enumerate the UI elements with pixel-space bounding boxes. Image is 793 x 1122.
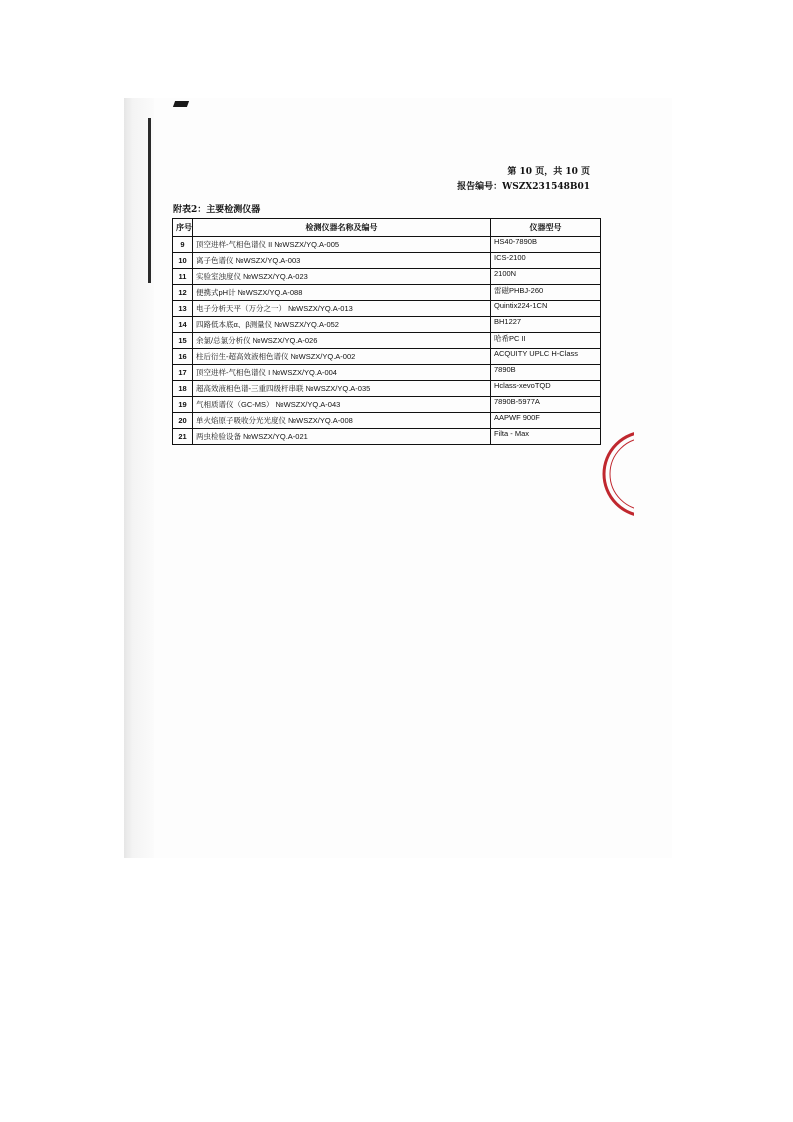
table-row	[173, 269, 601, 285]
table-row	[173, 413, 601, 429]
instrument-model: ACQUITY UPLC H-Class	[491, 349, 601, 365]
row-number: 14	[173, 317, 193, 333]
row-number: 12	[173, 285, 193, 301]
instrument-model: Quintix224-1CN	[491, 301, 601, 317]
table-row	[173, 317, 601, 333]
instrument-name: 单火焰原子吸收分光光度仪 №WSZX/YQ.A-008	[193, 413, 491, 429]
instrument-model: Hclass-xevoTQD	[491, 381, 601, 397]
instrument-name: 电子分析天平（万分之一） №WSZX/YQ.A-013	[193, 301, 491, 317]
row-number: 19	[173, 397, 193, 413]
instrument-name: 四路低本底α、β测量仪 №WSZX/YQ.A-052	[193, 317, 491, 333]
row-number: 20	[173, 413, 193, 429]
table-row	[173, 429, 601, 445]
row-number: 18	[173, 381, 193, 397]
table-row	[173, 349, 601, 365]
instrument-model: AAPWF 900F	[491, 413, 601, 429]
instrument-name: 气相质谱仪（GC-MS） №WSZX/YQ.A-043	[193, 397, 491, 413]
instrument-name: 顶空进样-气相色谱仪 II №WSZX/YQ.A-005	[193, 237, 491, 253]
table-row	[173, 253, 601, 269]
instrument-name: 顶空进样-气相色谱仪 I №WSZX/YQ.A-004	[193, 365, 491, 381]
table-row	[173, 381, 601, 397]
instrument-model: 7890B-5977A	[491, 397, 601, 413]
official-stamp	[600, 428, 634, 520]
row-number: 13	[173, 301, 193, 317]
instrument-name: 超高效液相色谱-三重四级杆串联 №WSZX/YQ.A-035	[193, 381, 491, 397]
table-title: 附表2：主要检测仪器	[173, 205, 261, 215]
instrument-model: 2100N	[491, 269, 601, 285]
row-number: 17	[173, 365, 193, 381]
row-number: 21	[173, 429, 193, 445]
column-header-no: 序号	[173, 219, 193, 237]
instrument-name: 实验室浊度仪 №WSZX/YQ.A-023	[193, 269, 491, 285]
table-row	[173, 397, 601, 413]
instrument-name: 两虫检验设备 №WSZX/YQ.A-021	[193, 429, 491, 445]
instrument-model: 哈希PC II	[491, 333, 601, 349]
instrument-model: Filta - Max	[491, 429, 601, 445]
instrument-model: 雷磁PHBJ-260	[491, 285, 601, 301]
row-number: 11	[173, 269, 193, 285]
page-number: 第 10 页，共 10 页	[507, 167, 590, 177]
instrument-model: 7890B	[491, 365, 601, 381]
instrument-name: 余氯/总氯分析仪 №WSZX/YQ.A-026	[193, 333, 491, 349]
table-row	[173, 333, 601, 349]
instrument-model: ICS-2100	[491, 253, 601, 269]
instrument-table	[172, 218, 601, 445]
row-number: 10	[173, 253, 193, 269]
report-number: 报告编号：WSZX231548B01	[457, 182, 590, 192]
row-number: 9	[173, 237, 193, 253]
instrument-model: HS40-7890B	[491, 237, 601, 253]
staple-mark	[173, 101, 189, 107]
table-row	[173, 365, 601, 381]
binding-edge-line	[148, 118, 151, 283]
column-header-model: 仪器型号	[491, 219, 601, 237]
table-row	[173, 237, 601, 253]
instrument-name: 离子色谱仪 №WSZX/YQ.A-003	[193, 253, 491, 269]
table-header-row	[173, 219, 601, 237]
instrument-name: 便携式pH计 №WSZX/YQ.A-088	[193, 285, 491, 301]
instrument-model: BH1227	[491, 317, 601, 333]
row-number: 15	[173, 333, 193, 349]
row-number: 16	[173, 349, 193, 365]
column-header-name: 检测仪器名称及编号	[193, 219, 491, 237]
table-row	[173, 285, 601, 301]
table-row	[173, 301, 601, 317]
instrument-name: 柱后衍生-超高效液相色谱仪 №WSZX/YQ.A-002	[193, 349, 491, 365]
